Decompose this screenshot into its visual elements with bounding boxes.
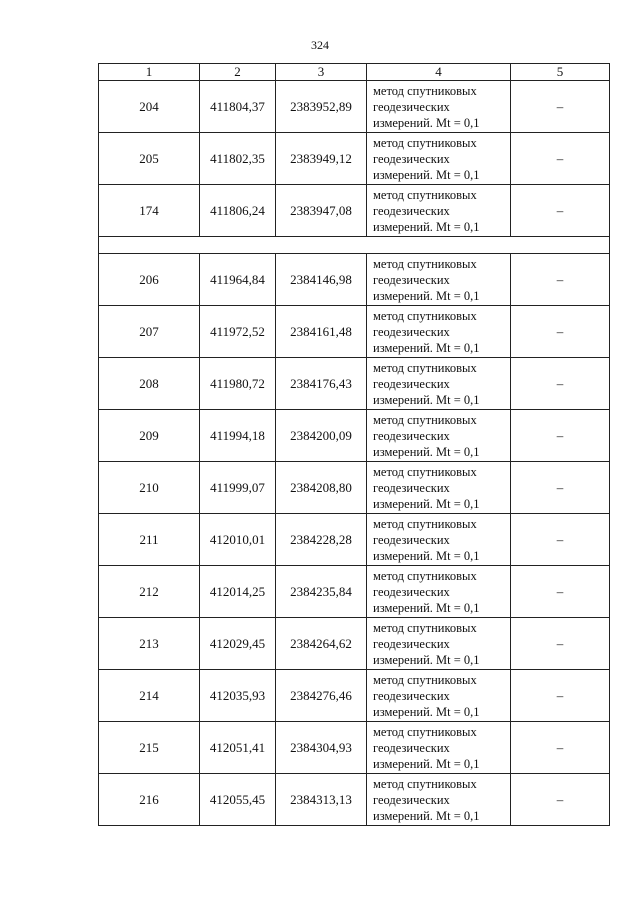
table-row <box>99 133 610 185</box>
method-cell <box>367 514 511 566</box>
method-line: измерений. Mt = 0,1 <box>373 756 480 771</box>
method-line: геодезических <box>373 151 450 166</box>
y-coordinate-cell: 2384228,28 <box>276 514 367 566</box>
note-cell: – <box>511 566 610 618</box>
method-line: измерений. Mt = 0,1 <box>373 444 480 459</box>
header-col-3: 3 <box>276 64 367 81</box>
table-row <box>99 185 610 237</box>
y-coordinate-cell: 2384313,13 <box>276 774 367 826</box>
point-id-cell: 210 <box>99 462 200 514</box>
table-row <box>99 514 610 566</box>
method-line: геодезических <box>373 203 450 218</box>
table-row <box>99 774 610 826</box>
point-id-cell: 214 <box>99 670 200 722</box>
method-line: метод спутниковых <box>373 83 477 98</box>
method-cell <box>367 462 511 514</box>
x-coordinate-cell: 411802,35 <box>200 133 276 185</box>
page-number: 324 <box>311 38 329 52</box>
x-coordinate-cell: 411994,18 <box>200 410 276 462</box>
y-coordinate-cell: 2384264,62 <box>276 618 367 670</box>
method-line: метод спутниковых <box>373 187 477 202</box>
note-cell: – <box>511 722 610 774</box>
method-line: измерений. Mt = 0,1 <box>373 167 480 182</box>
method-line: измерений. Mt = 0,1 <box>373 340 480 355</box>
method-line: метод спутниковых <box>373 308 477 323</box>
method-cell <box>367 254 511 306</box>
note-cell: – <box>511 514 610 566</box>
method-line: геодезических <box>373 792 450 807</box>
y-coordinate-cell: 2383949,12 <box>276 133 367 185</box>
method-cell <box>367 185 511 237</box>
method-line: геодезических <box>373 584 450 599</box>
table-row <box>99 670 610 722</box>
method-line: метод спутниковых <box>373 360 477 375</box>
note-cell: – <box>511 670 610 722</box>
method-cell <box>367 306 511 358</box>
method-line: измерений. Mt = 0,1 <box>373 219 480 234</box>
x-coordinate-cell: 412055,45 <box>200 774 276 826</box>
header-col-2: 2 <box>200 64 276 81</box>
method-line: геодезических <box>373 324 450 339</box>
method-line: метод спутниковых <box>373 412 477 427</box>
y-coordinate-cell: 2384176,43 <box>276 358 367 410</box>
x-coordinate-cell: 412029,45 <box>200 618 276 670</box>
point-id-cell: 211 <box>99 514 200 566</box>
method-cell <box>367 358 511 410</box>
x-coordinate-cell: 412035,93 <box>200 670 276 722</box>
point-id-cell: 206 <box>99 254 200 306</box>
note-cell: – <box>511 133 610 185</box>
header-col-5: 5 <box>511 64 610 81</box>
method-cell <box>367 618 511 670</box>
x-coordinate-cell: 412051,41 <box>200 722 276 774</box>
point-id-cell: 207 <box>99 306 200 358</box>
note-cell: – <box>511 254 610 306</box>
method-line: геодезических <box>373 376 450 391</box>
x-coordinate-cell: 411980,72 <box>200 358 276 410</box>
note-cell: – <box>511 81 610 133</box>
table-row <box>99 722 610 774</box>
point-id-cell: 208 <box>99 358 200 410</box>
note-cell: – <box>511 774 610 826</box>
method-line: метод спутниковых <box>373 256 477 271</box>
x-coordinate-cell: 412014,25 <box>200 566 276 618</box>
separator-cell <box>99 237 610 254</box>
method-line: геодезических <box>373 636 450 651</box>
note-cell: – <box>511 185 610 237</box>
table-row <box>99 566 610 618</box>
table-row <box>99 306 610 358</box>
header-col-1: 1 <box>99 64 200 81</box>
point-id-cell: 215 <box>99 722 200 774</box>
method-line: метод спутниковых <box>373 776 477 791</box>
table-row <box>99 358 610 410</box>
x-coordinate-cell: 412010,01 <box>200 514 276 566</box>
method-line: геодезических <box>373 428 450 443</box>
coordinates-table <box>98 63 610 826</box>
point-id-cell: 204 <box>99 81 200 133</box>
note-cell: – <box>511 462 610 514</box>
method-line: метод спутниковых <box>373 135 477 150</box>
method-line: метод спутниковых <box>373 464 477 479</box>
method-cell <box>367 133 511 185</box>
method-line: геодезических <box>373 740 450 755</box>
method-line: метод спутниковых <box>373 516 477 531</box>
method-line: измерений. Mt = 0,1 <box>373 115 480 130</box>
header-row <box>99 64 610 81</box>
method-line: геодезических <box>373 480 450 495</box>
method-cell <box>367 81 511 133</box>
method-line: измерений. Mt = 0,1 <box>373 808 480 823</box>
point-id-cell: 205 <box>99 133 200 185</box>
table-row <box>99 81 610 133</box>
y-coordinate-cell: 2384235,84 <box>276 566 367 618</box>
method-line: метод спутниковых <box>373 620 477 635</box>
y-coordinate-cell: 2383947,08 <box>276 185 367 237</box>
method-line: метод спутниковых <box>373 724 477 739</box>
y-coordinate-cell: 2384208,80 <box>276 462 367 514</box>
method-line: измерений. Mt = 0,1 <box>373 704 480 719</box>
method-line: измерений. Mt = 0,1 <box>373 392 480 407</box>
method-line: измерений. Mt = 0,1 <box>373 548 480 563</box>
method-line: геодезических <box>373 688 450 703</box>
method-cell <box>367 566 511 618</box>
y-coordinate-cell: 2383952,89 <box>276 81 367 133</box>
point-id-cell: 213 <box>99 618 200 670</box>
point-id-cell: 174 <box>99 185 200 237</box>
table-row <box>99 462 610 514</box>
x-coordinate-cell: 411972,52 <box>200 306 276 358</box>
method-line: измерений. Mt = 0,1 <box>373 600 480 615</box>
x-coordinate-cell: 411806,24 <box>200 185 276 237</box>
note-cell: – <box>511 410 610 462</box>
point-id-cell: 212 <box>99 566 200 618</box>
method-line: метод спутниковых <box>373 568 477 583</box>
method-line: геодезических <box>373 272 450 287</box>
x-coordinate-cell: 411804,37 <box>200 81 276 133</box>
table-row <box>99 410 610 462</box>
note-cell: – <box>511 618 610 670</box>
x-coordinate-cell: 411999,07 <box>200 462 276 514</box>
point-id-cell: 209 <box>99 410 200 462</box>
y-coordinate-cell: 2384146,98 <box>276 254 367 306</box>
table-row <box>99 618 610 670</box>
method-line: измерений. Mt = 0,1 <box>373 496 480 511</box>
separator-row <box>99 237 610 254</box>
method-cell <box>367 774 511 826</box>
method-cell <box>367 722 511 774</box>
method-line: метод спутниковых <box>373 672 477 687</box>
method-line: геодезических <box>373 532 450 547</box>
table-row <box>99 254 610 306</box>
note-cell: – <box>511 306 610 358</box>
method-line: геодезических <box>373 99 450 114</box>
y-coordinate-cell: 2384200,09 <box>276 410 367 462</box>
y-coordinate-cell: 2384304,93 <box>276 722 367 774</box>
header-col-4: 4 <box>367 64 511 81</box>
note-cell: – <box>511 358 610 410</box>
y-coordinate-cell: 2384276,46 <box>276 670 367 722</box>
method-cell <box>367 670 511 722</box>
method-line: измерений. Mt = 0,1 <box>373 288 480 303</box>
point-id-cell: 216 <box>99 774 200 826</box>
method-line: измерений. Mt = 0,1 <box>373 652 480 667</box>
method-cell <box>367 410 511 462</box>
x-coordinate-cell: 411964,84 <box>200 254 276 306</box>
y-coordinate-cell: 2384161,48 <box>276 306 367 358</box>
